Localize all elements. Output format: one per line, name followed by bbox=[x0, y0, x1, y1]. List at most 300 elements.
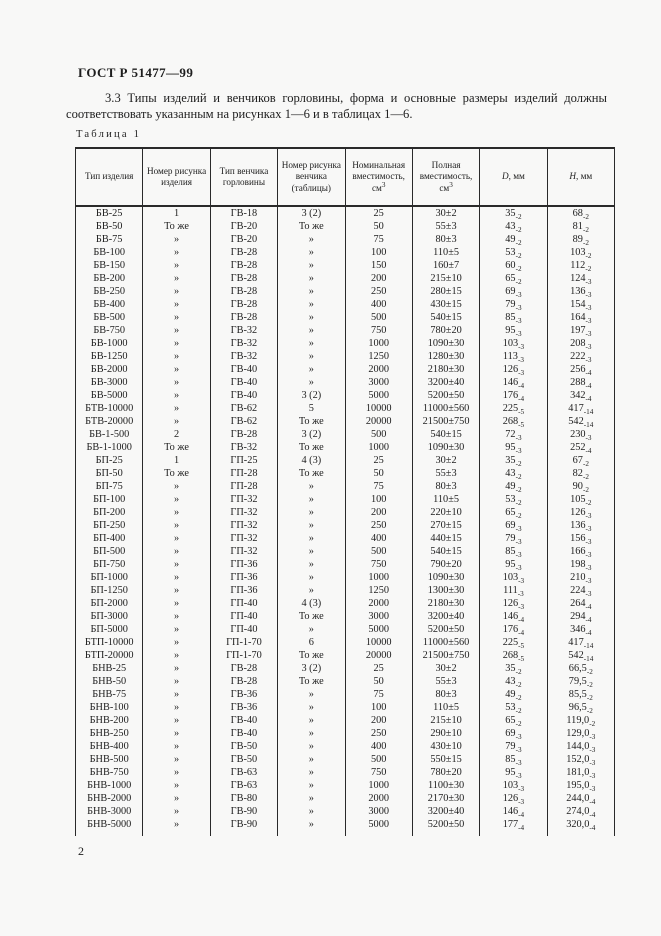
table-cell: » bbox=[143, 818, 210, 836]
table-cell: » bbox=[278, 363, 345, 376]
table-cell bbox=[547, 337, 614, 350]
table-cell: 110±5 bbox=[412, 493, 479, 506]
table-cell: » bbox=[278, 259, 345, 272]
table-cell bbox=[480, 324, 547, 337]
table-cell: БП-200 bbox=[76, 506, 143, 519]
column-header-6: D, мм bbox=[480, 148, 547, 206]
table-cell: БНВ-200 bbox=[76, 714, 143, 727]
tolerance: -4 bbox=[589, 811, 596, 818]
value: 222 bbox=[570, 351, 586, 362]
table-cell bbox=[480, 285, 547, 298]
table-cell: 80±3 bbox=[412, 480, 479, 493]
table-cell: ГВ-40 bbox=[210, 389, 277, 402]
table-row bbox=[76, 220, 615, 233]
table-cell: » bbox=[143, 597, 210, 610]
tolerance: -2 bbox=[586, 681, 593, 688]
tolerance: -2 bbox=[585, 252, 592, 259]
table-row bbox=[76, 649, 615, 662]
tolerance: -2 bbox=[582, 213, 589, 220]
table-cell: То же bbox=[278, 220, 345, 233]
value: 85 bbox=[505, 546, 516, 557]
table-cell: 20000 bbox=[345, 649, 412, 662]
table-cell: БВ-75 bbox=[76, 233, 143, 246]
table-cell: ГВ-28 bbox=[210, 675, 277, 688]
table-cell: БП-250 bbox=[76, 519, 143, 532]
tolerance: -2 bbox=[586, 707, 593, 714]
value: 43 bbox=[505, 221, 516, 232]
table-cell: » bbox=[278, 272, 345, 285]
tolerance: -2 bbox=[515, 668, 522, 675]
value: 43 bbox=[505, 676, 516, 687]
table-cell: 3 (2) bbox=[278, 206, 345, 220]
value: 79 bbox=[505, 741, 516, 752]
table-cell bbox=[480, 805, 547, 818]
tolerance: -3 bbox=[518, 785, 525, 792]
value: 181,0 bbox=[566, 767, 590, 778]
table-cell: БП-5000 bbox=[76, 623, 143, 636]
table-cell: 3 (2) bbox=[278, 662, 345, 675]
table-cell: » bbox=[278, 740, 345, 753]
tolerance: -3 bbox=[585, 538, 592, 545]
table-cell bbox=[480, 636, 547, 649]
value: 126 bbox=[570, 507, 586, 518]
value: 49 bbox=[505, 234, 516, 245]
tolerance: -4 bbox=[518, 395, 525, 402]
table-cell: БВ-3000 bbox=[76, 376, 143, 389]
column-header-0: Тип изделия bbox=[76, 148, 143, 206]
table-cell: ГВ-32 bbox=[210, 350, 277, 363]
value: 294 bbox=[570, 611, 586, 622]
table-row bbox=[76, 233, 615, 246]
table-cell: » bbox=[278, 584, 345, 597]
value: 85 bbox=[505, 312, 516, 323]
value: 82 bbox=[572, 468, 583, 479]
value: 244,0 bbox=[566, 793, 590, 804]
value: 542 bbox=[568, 650, 584, 661]
table-cell: 270±15 bbox=[412, 519, 479, 532]
value: 35 bbox=[505, 663, 516, 674]
table-cell: 550±15 bbox=[412, 753, 479, 766]
table-cell: » bbox=[143, 311, 210, 324]
table-cell: » bbox=[143, 623, 210, 636]
table-row bbox=[76, 766, 615, 779]
tolerance: -2 bbox=[515, 681, 522, 688]
table-cell: » bbox=[143, 688, 210, 701]
table-row bbox=[76, 259, 615, 272]
table-cell: ГВ-36 bbox=[210, 688, 277, 701]
table-cell bbox=[480, 779, 547, 792]
table-cell: То же bbox=[143, 467, 210, 480]
table-cell: БВ-50 bbox=[76, 220, 143, 233]
table-cell: » bbox=[143, 584, 210, 597]
table-cell bbox=[547, 792, 614, 805]
table-cell: » bbox=[143, 766, 210, 779]
table-cell: 1090±30 bbox=[412, 441, 479, 454]
value: 43 bbox=[505, 468, 516, 479]
table-cell: ГВ-32 bbox=[210, 441, 277, 454]
table-cell: БНВ-500 bbox=[76, 753, 143, 766]
tolerance: -4 bbox=[518, 616, 525, 623]
value: 144,0 bbox=[566, 741, 590, 752]
table-cell: ГП-1-70 bbox=[210, 649, 277, 662]
table-cell: ГП-36 bbox=[210, 558, 277, 571]
tolerance: -3 bbox=[589, 733, 596, 740]
table-cell: БВ-1-1000 bbox=[76, 441, 143, 454]
value: 85 bbox=[505, 754, 516, 765]
table-row bbox=[76, 740, 615, 753]
table-cell: БВ-1000 bbox=[76, 337, 143, 350]
table-cell: БНВ-50 bbox=[76, 675, 143, 688]
table-cell bbox=[547, 324, 614, 337]
table-cell bbox=[547, 259, 614, 272]
table-cell bbox=[480, 649, 547, 662]
tolerance: -3 bbox=[585, 577, 592, 584]
tolerance: -3 bbox=[515, 538, 522, 545]
table-cell: ГП-32 bbox=[210, 493, 277, 506]
tolerance: -4 bbox=[585, 603, 592, 610]
table-row bbox=[76, 350, 615, 363]
value: 79,5 bbox=[568, 676, 587, 687]
value: 164 bbox=[570, 312, 586, 323]
table-cell: 110±5 bbox=[412, 246, 479, 259]
table-cell: ГП-32 bbox=[210, 532, 277, 545]
table-cell: БВ-400 bbox=[76, 298, 143, 311]
tolerance: -2 bbox=[515, 512, 522, 519]
table-cell: » bbox=[278, 818, 345, 836]
table-cell: » bbox=[143, 545, 210, 558]
table-cell bbox=[480, 415, 547, 428]
tolerance: -3 bbox=[585, 356, 592, 363]
table-cell: » bbox=[143, 350, 210, 363]
tolerance: -5 bbox=[518, 642, 525, 649]
table-cell: » bbox=[278, 233, 345, 246]
value: 35 bbox=[505, 208, 516, 219]
table-row bbox=[76, 441, 615, 454]
table-cell: То же bbox=[278, 649, 345, 662]
table-cell: 21500±750 bbox=[412, 649, 479, 662]
value: 146 bbox=[502, 377, 519, 388]
table-cell: БНВ-400 bbox=[76, 740, 143, 753]
table-cell: БВ-5000 bbox=[76, 389, 143, 402]
table-cell bbox=[480, 740, 547, 753]
table-cell: 2180±30 bbox=[412, 363, 479, 376]
table-cell: БП-25 bbox=[76, 454, 143, 467]
value: 156 bbox=[570, 533, 586, 544]
table-cell bbox=[480, 532, 547, 545]
table-cell: ГП-1-70 bbox=[210, 636, 277, 649]
table-cell bbox=[480, 298, 547, 311]
tolerance: -2 bbox=[515, 213, 522, 220]
table-cell: » bbox=[278, 753, 345, 766]
tolerance: -14 bbox=[583, 421, 594, 428]
value: 124 bbox=[570, 273, 586, 284]
tolerance: -3 bbox=[589, 785, 596, 792]
table-cell bbox=[480, 766, 547, 779]
table-cell: 2000 bbox=[345, 363, 412, 376]
table-cell: ГВ-90 bbox=[210, 818, 277, 836]
table-cell: 200 bbox=[345, 272, 412, 285]
table-cell bbox=[480, 519, 547, 532]
table-cell: » bbox=[278, 701, 345, 714]
table-cell: » bbox=[143, 389, 210, 402]
tolerance: -14 bbox=[583, 655, 594, 662]
table-cell: ГВ-50 bbox=[210, 753, 277, 766]
table-cell: ГВ-20 bbox=[210, 220, 277, 233]
table-cell bbox=[480, 727, 547, 740]
tolerance: -3 bbox=[515, 330, 522, 337]
value: 136 bbox=[570, 286, 586, 297]
table-cell: 150 bbox=[345, 259, 412, 272]
value: 146 bbox=[502, 611, 519, 622]
value: 53 bbox=[505, 494, 516, 505]
value: 65 bbox=[505, 273, 516, 284]
table-row bbox=[76, 467, 615, 480]
table-cell: 1250 bbox=[345, 350, 412, 363]
table-cell bbox=[547, 675, 614, 688]
table-cell: » bbox=[143, 792, 210, 805]
table-row bbox=[76, 376, 615, 389]
value: 225 bbox=[502, 637, 519, 648]
table-cell bbox=[547, 480, 614, 493]
table-row bbox=[76, 272, 615, 285]
table-row bbox=[76, 701, 615, 714]
table-cell bbox=[547, 415, 614, 428]
table-cell: 500 bbox=[345, 311, 412, 324]
value: 225 bbox=[502, 403, 519, 414]
value: 95 bbox=[505, 325, 516, 336]
table-cell: » bbox=[278, 493, 345, 506]
table-row bbox=[76, 545, 615, 558]
table-row bbox=[76, 493, 615, 506]
table-cell: 11000±560 bbox=[412, 636, 479, 649]
table-cell bbox=[480, 662, 547, 675]
tolerance: -2 bbox=[515, 486, 522, 493]
tolerance: -3 bbox=[515, 317, 522, 324]
table-row bbox=[76, 389, 615, 402]
value: 119,0 bbox=[566, 715, 590, 726]
value: 53 bbox=[505, 702, 516, 713]
table-cell bbox=[547, 779, 614, 792]
table-row bbox=[76, 206, 615, 220]
table-cell: » bbox=[143, 376, 210, 389]
table-cell bbox=[547, 623, 614, 636]
table-cell bbox=[547, 272, 614, 285]
table-cell: БНВ-3000 bbox=[76, 805, 143, 818]
table-cell: » bbox=[278, 311, 345, 324]
table-cell: ГП-36 bbox=[210, 584, 277, 597]
table-cell bbox=[547, 753, 614, 766]
table-cell: БВ-1250 bbox=[76, 350, 143, 363]
column-header-4: Номинальная вместимость, $см^3$ bbox=[345, 148, 412, 206]
value: 90 bbox=[572, 481, 583, 492]
table-cell: » bbox=[278, 350, 345, 363]
table-cell: ГП-40 bbox=[210, 597, 277, 610]
table-cell bbox=[480, 350, 547, 363]
table-cell: » bbox=[143, 272, 210, 285]
table-cell: » bbox=[278, 285, 345, 298]
table-cell bbox=[480, 363, 547, 376]
tolerance: -4 bbox=[585, 616, 592, 623]
table-cell bbox=[547, 311, 614, 324]
tolerance: -3 bbox=[589, 772, 596, 779]
table-cell bbox=[480, 753, 547, 766]
table-cell bbox=[547, 740, 614, 753]
table-cell: ГВ-28 bbox=[210, 311, 277, 324]
tolerance: -2 bbox=[582, 239, 589, 246]
table-cell: 10000 bbox=[345, 636, 412, 649]
table-cell: БНВ-100 bbox=[76, 701, 143, 714]
table-cell: 2180±30 bbox=[412, 597, 479, 610]
table-cell: » bbox=[143, 324, 210, 337]
table-cell: 780±20 bbox=[412, 766, 479, 779]
tolerance: -3 bbox=[517, 590, 524, 597]
table-cell: ГП-25 bbox=[210, 454, 277, 467]
tolerance: -3 bbox=[515, 525, 522, 532]
table-cell: 3000 bbox=[345, 805, 412, 818]
table-cell: 780±20 bbox=[412, 324, 479, 337]
table-cell: 5200±50 bbox=[412, 818, 479, 836]
table-cell: ГВ-90 bbox=[210, 805, 277, 818]
tolerance: -3 bbox=[517, 356, 524, 363]
table-cell: 75 bbox=[345, 688, 412, 701]
tolerance: -2 bbox=[515, 694, 522, 701]
tolerance: -2 bbox=[582, 473, 589, 480]
table-cell: » bbox=[278, 246, 345, 259]
table-cell: ГВ-28 bbox=[210, 298, 277, 311]
table-cell bbox=[480, 571, 547, 584]
table-cell: » bbox=[143, 259, 210, 272]
column-header-3: Номер рисунка венчика (таблицы) bbox=[278, 148, 345, 206]
table-cell: 1 bbox=[143, 206, 210, 220]
table-cell bbox=[547, 649, 614, 662]
table-cell: БВ-1-500 bbox=[76, 428, 143, 441]
table-cell: 50 bbox=[345, 675, 412, 688]
value: 81 bbox=[572, 221, 583, 232]
table-row bbox=[76, 558, 615, 571]
tolerance: -2 bbox=[589, 720, 596, 727]
value: 69 bbox=[505, 728, 516, 739]
table-cell bbox=[480, 311, 547, 324]
table-cell bbox=[547, 584, 614, 597]
table-cell: ГВ-28 bbox=[210, 285, 277, 298]
table-cell bbox=[547, 233, 614, 246]
tolerance: -2 bbox=[515, 499, 522, 506]
tolerance: -5 bbox=[518, 655, 525, 662]
tolerance: -4 bbox=[585, 382, 592, 389]
tolerance: -5 bbox=[518, 421, 525, 428]
value: 152,0 bbox=[566, 754, 590, 765]
table-cell bbox=[547, 467, 614, 480]
tolerance: -3 bbox=[585, 525, 592, 532]
table-cell: БТВ-20000 bbox=[76, 415, 143, 428]
table-cell: 500 bbox=[345, 428, 412, 441]
table-cell: ГП-32 bbox=[210, 506, 277, 519]
tolerance: -3 bbox=[585, 434, 592, 441]
table-cell: » bbox=[278, 376, 345, 389]
column-header-2: Тип венчика горловины bbox=[210, 148, 277, 206]
value: 417 bbox=[568, 403, 584, 414]
table-cell bbox=[480, 467, 547, 480]
table-row bbox=[76, 324, 615, 337]
value: 346 bbox=[570, 624, 586, 635]
value: 49 bbox=[505, 481, 516, 492]
value: 268 bbox=[502, 416, 519, 427]
table-cell: 25 bbox=[345, 206, 412, 220]
value: 320,0 bbox=[566, 819, 590, 830]
table-cell: То же bbox=[278, 610, 345, 623]
tolerance: -3 bbox=[515, 759, 522, 766]
table-cell bbox=[480, 376, 547, 389]
value: 68 bbox=[572, 208, 583, 219]
table-cell: БП-500 bbox=[76, 545, 143, 558]
tolerance: -3 bbox=[585, 291, 592, 298]
tolerance: -5 bbox=[518, 408, 525, 415]
tolerance: -3 bbox=[518, 343, 525, 350]
table-cell bbox=[480, 220, 547, 233]
table-row bbox=[76, 337, 615, 350]
table-cell: » bbox=[278, 337, 345, 350]
tolerance: -4 bbox=[518, 824, 525, 833]
value: 53 bbox=[505, 247, 516, 258]
value: 103 bbox=[502, 572, 519, 583]
value: 197 bbox=[570, 325, 586, 336]
table-cell: 5200±50 bbox=[412, 389, 479, 402]
table-cell: БП-3000 bbox=[76, 610, 143, 623]
value: 126 bbox=[502, 793, 519, 804]
tolerance: -3 bbox=[515, 746, 522, 753]
tolerance: -2 bbox=[515, 707, 522, 714]
table-row bbox=[76, 753, 615, 766]
table-cell: БНВ-5000 bbox=[76, 818, 143, 836]
value: 67 bbox=[572, 455, 583, 466]
table-cell: 100 bbox=[345, 246, 412, 259]
table-cell: БНВ-750 bbox=[76, 766, 143, 779]
table-cell: БП-75 bbox=[76, 480, 143, 493]
value: 210 bbox=[570, 572, 586, 583]
table-cell: 3 (2) bbox=[278, 428, 345, 441]
table-cell bbox=[480, 818, 547, 836]
table-cell: » bbox=[278, 571, 345, 584]
tolerance: -14 bbox=[583, 408, 594, 415]
tolerance: -3 bbox=[585, 304, 592, 311]
table-row bbox=[76, 311, 615, 324]
table-cell bbox=[547, 363, 614, 376]
table-cell: 160±7 bbox=[412, 259, 479, 272]
table-cell: БНВ-75 bbox=[76, 688, 143, 701]
value: 103 bbox=[502, 780, 519, 791]
tolerance: -2 bbox=[582, 226, 589, 233]
table-cell: ГВ-18 bbox=[210, 206, 277, 220]
table-cell: 1000 bbox=[345, 337, 412, 350]
table-cell bbox=[480, 701, 547, 714]
tolerance: -4 bbox=[585, 369, 592, 376]
table-row bbox=[76, 246, 615, 259]
table-cell: 430±10 bbox=[412, 740, 479, 753]
table-cell: ГВ-40 bbox=[210, 714, 277, 727]
table-cell: » bbox=[143, 493, 210, 506]
table-cell: 250 bbox=[345, 285, 412, 298]
table-cell: БНВ-250 bbox=[76, 727, 143, 740]
table-row bbox=[76, 597, 615, 610]
column-header-5: Полная вместимость, $см^3$ bbox=[412, 148, 479, 206]
value: 95 bbox=[505, 559, 516, 570]
table-row bbox=[76, 519, 615, 532]
table-cell bbox=[547, 662, 614, 675]
table-cell: » bbox=[143, 233, 210, 246]
value: 126 bbox=[502, 598, 519, 609]
table-cell: 30±2 bbox=[412, 454, 479, 467]
table-row bbox=[76, 285, 615, 298]
